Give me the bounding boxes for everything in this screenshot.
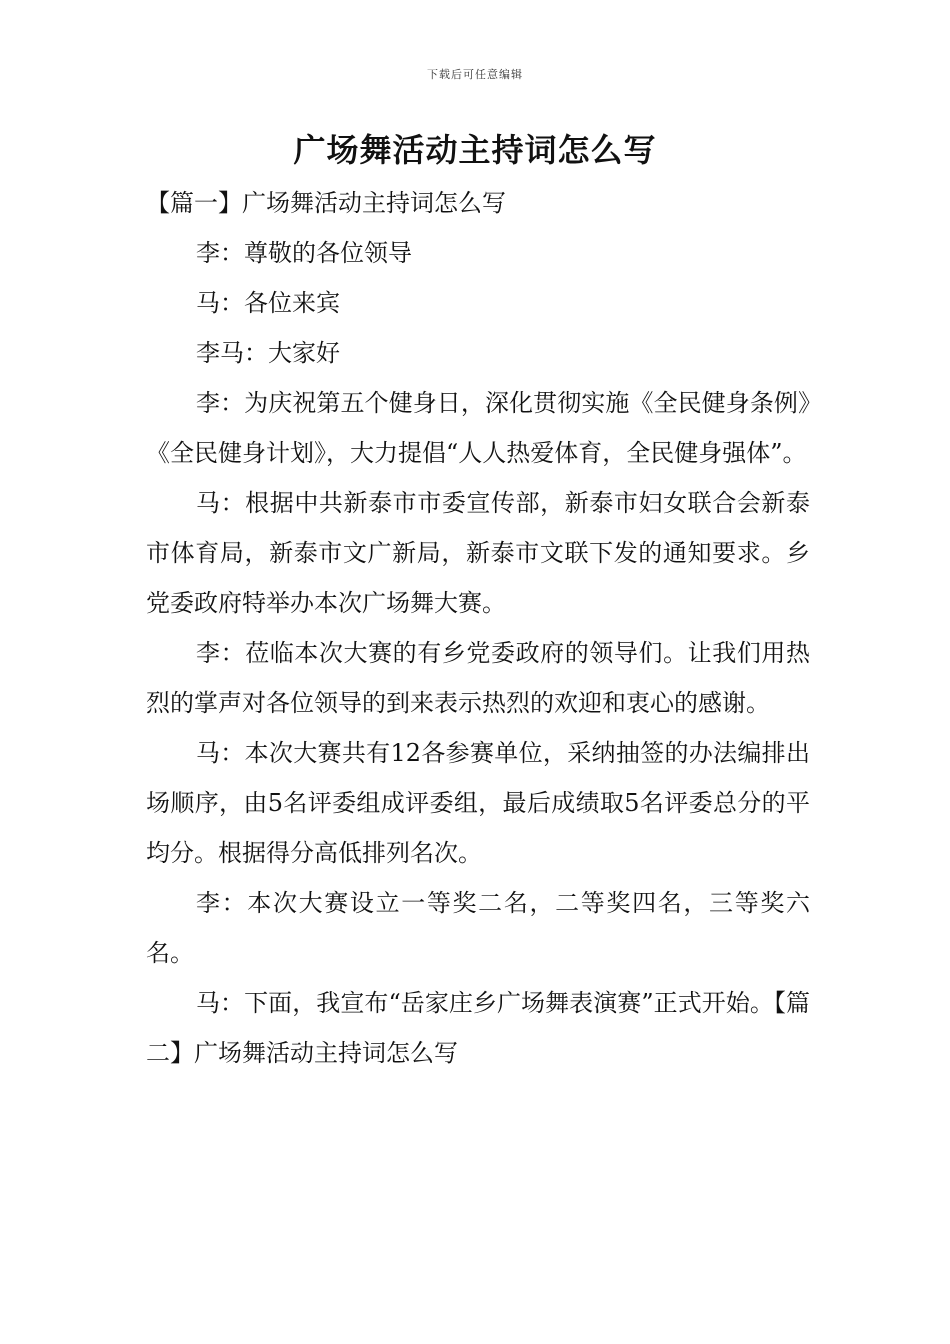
paragraph-3: 李马：大家好	[196, 339, 340, 367]
paragraph-7: 马：本次大赛共有12各参赛单位，采纳抽签的办法编排出场顺序，由5名评委组成评委组，最后成绩取5名评委总分的平均分。根据得分高低排列名次。	[146, 739, 810, 867]
paragraph-5: 马：根据中共新泰市市委宣传部，新泰市妇女联合会新泰市体育局，新泰市文广新局，新泰市文联下发的通知要求。乡党委政府特举办本次广场舞大赛。	[146, 489, 810, 617]
paragraph-9: 马：下面，我宣布“岳家庄乡广场舞表演赛”正式开始。【篇二】广场舞活动主持词怎么写	[146, 989, 810, 1067]
section-heading: 【篇一】广场舞活动主持词怎么写	[146, 189, 506, 217]
paragraph-2: 马：各位来宾	[196, 289, 340, 317]
paragraph-8: 李：本次大赛设立一等奖二名，二等奖四名，三等奖六名。	[146, 889, 810, 967]
paragraph-1: 李：尊敬的各位领导	[196, 239, 412, 267]
paragraph-6: 李：莅临本次大赛的有乡党委政府的领导们。让我们用热烈的掌声对各位领导的到来表示热烈的欢迎和衷心的感谢。	[146, 639, 810, 717]
header-note: 下载后可任意编辑	[427, 68, 523, 81]
document-body	[146, 178, 810, 1078]
paragraph-4: 李：为庆祝第五个健身日，深化贯彻实施《全民健身条例》《全民健身计划》，大力提倡“人人热爱体育，全民健身强体”。	[146, 389, 810, 467]
document-title: 广场舞活动主持词怎么写	[293, 131, 657, 169]
